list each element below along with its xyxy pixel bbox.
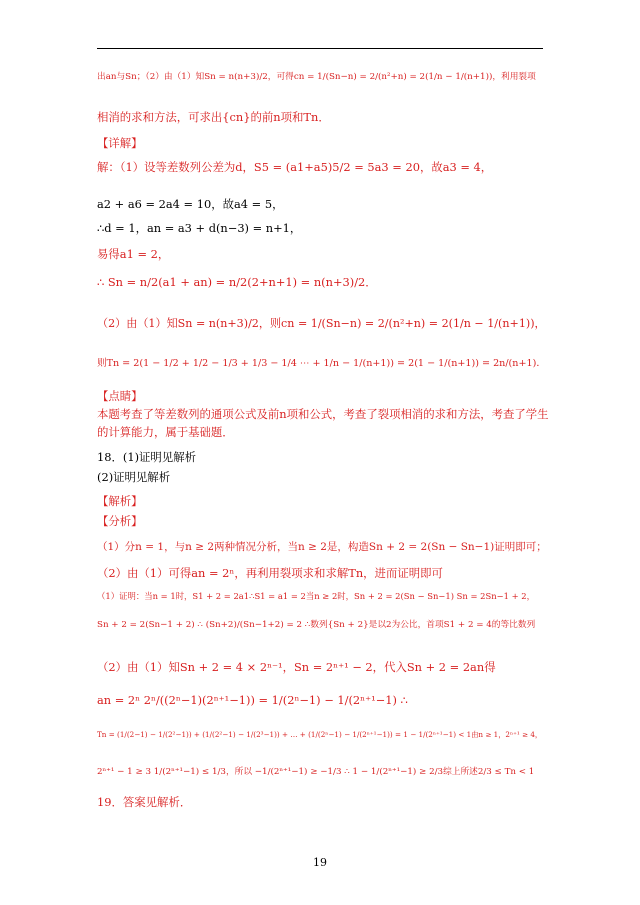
text-line: 【点睛】 <box>97 389 143 403</box>
text-line: (2)证明见解析 <box>97 470 171 484</box>
text-line: a2 + a6 = 2a4 = 10，故a4 = 5， <box>97 197 284 211</box>
text-line: 解：（1）设等差数列公差为d，S5 = (a1+a5)5/2 = 5a3 = 20，故a3 = 4， <box>97 160 493 174</box>
text-line: 则Tn = 2(1 − 1/2 + 1/2 − 1/3 + 1/3 − 1/4 ⋯ + 1/n − 1/(n+1)) = 2(1 − 1/(n+1)) = 2n/(n+1)． <box>97 358 546 369</box>
text-line: （2）由（1）知Sn = n(n+3)/2，则cn = 1/(Sn−n) = 2/(n²+n) = 2(1/n − 1/(n+1))， <box>97 317 546 330</box>
text-line: （1）证明：当n = 1时，S1 + 2 = 2a1∴S1 = a1 = 2当n ≥ 2时，Sn + 2 = 2(Sn − Sn−1) Sn = 2Sn−1 + 2， <box>97 591 535 601</box>
text-line: （2）由（1）可得an = 2ⁿ，再利用裂项求和求解Tn，进而证明即可 <box>97 566 443 580</box>
text-line: 18．(1)证明见解析 <box>97 450 196 464</box>
text-line: （2）由（1）知Sn + 2 = 4 × 2ⁿ⁻¹，Sn = 2ⁿ⁺¹ − 2，代入Sn + 2 = 2an得 <box>97 660 496 674</box>
text-line: 的计算能力，属于基础题． <box>97 425 234 439</box>
text-line: ∴ Sn = n/2(a1 + an) = n/2(2+n+1) = n(n+3)/2． <box>97 275 377 289</box>
text-line: 出an与Sn；（2）由（1）知Sn = n(n+3)/2，可得cn = 1/(Sn−n) = 2/(n²+n) = 2(1/n − 1/(n+1))，利用裂项 <box>97 72 536 82</box>
text-line: 【解析】 <box>97 494 143 508</box>
header-rule <box>97 48 543 49</box>
text-line: an = 2ⁿ 2ⁿ/((2ⁿ−1)(2ⁿ⁺¹−1)) = 1/(2ⁿ−1) − 1/(2ⁿ⁺¹−1) ∴ <box>97 693 408 707</box>
text-line: 相消的求和方法，可求出{cn}的前n项和Tn． <box>97 110 330 124</box>
text-line: 本题考查了等差数列的通项公式及前n项和公式，考查了裂项相消的求和方法，考查了学生 <box>97 407 549 421</box>
text-line: 易得a1 = 2， <box>97 247 170 261</box>
text-line: 2ⁿ⁺¹ − 1 ≥ 3 1/(2ⁿ⁺¹−1) ≤ 1/3，所以 −1/(2ⁿ⁺¹−1) ≥ −1/3 ∴ 1 − 1/(2ⁿ⁺¹−1) ≥ 2/3综上所述2/3 ≤ Tn < 1 <box>97 767 535 777</box>
text-line: 19．答案见解析． <box>97 795 192 809</box>
text-line: （1）分n = 1，与n ≥ 2两种情况分析，当n ≥ 2是，构造Sn + 2 = 2(Sn − Sn−1)证明即可； <box>97 541 547 553</box>
page-number: 19 <box>313 856 327 869</box>
text-line: 【详解】 <box>97 136 143 150</box>
text-line: 【分析】 <box>97 514 143 528</box>
text-line: Sn + 2 = 2(Sn−1 + 2) ∴ (Sn+2)/(Sn−1+2) = 2 ∴数列{Sn + 2}是以2为公比，首项S1 + 2 = 4的等比数列 <box>97 620 536 630</box>
text-line: Tn = (1/(2−1) − 1/(2²−1)) + (1/(2²−1) − 1/(2³−1)) + … + (1/(2ⁿ−1) − 1/(2ⁿ⁺¹−1)) = 1 − 1/(2ⁿ⁺¹−1) < 1由n ≥ 1，2ⁿ⁺¹ ≥ 4， <box>97 730 543 739</box>
text-line: ∴d = 1，an = a3 + d(n−3) = n+1， <box>97 221 302 235</box>
